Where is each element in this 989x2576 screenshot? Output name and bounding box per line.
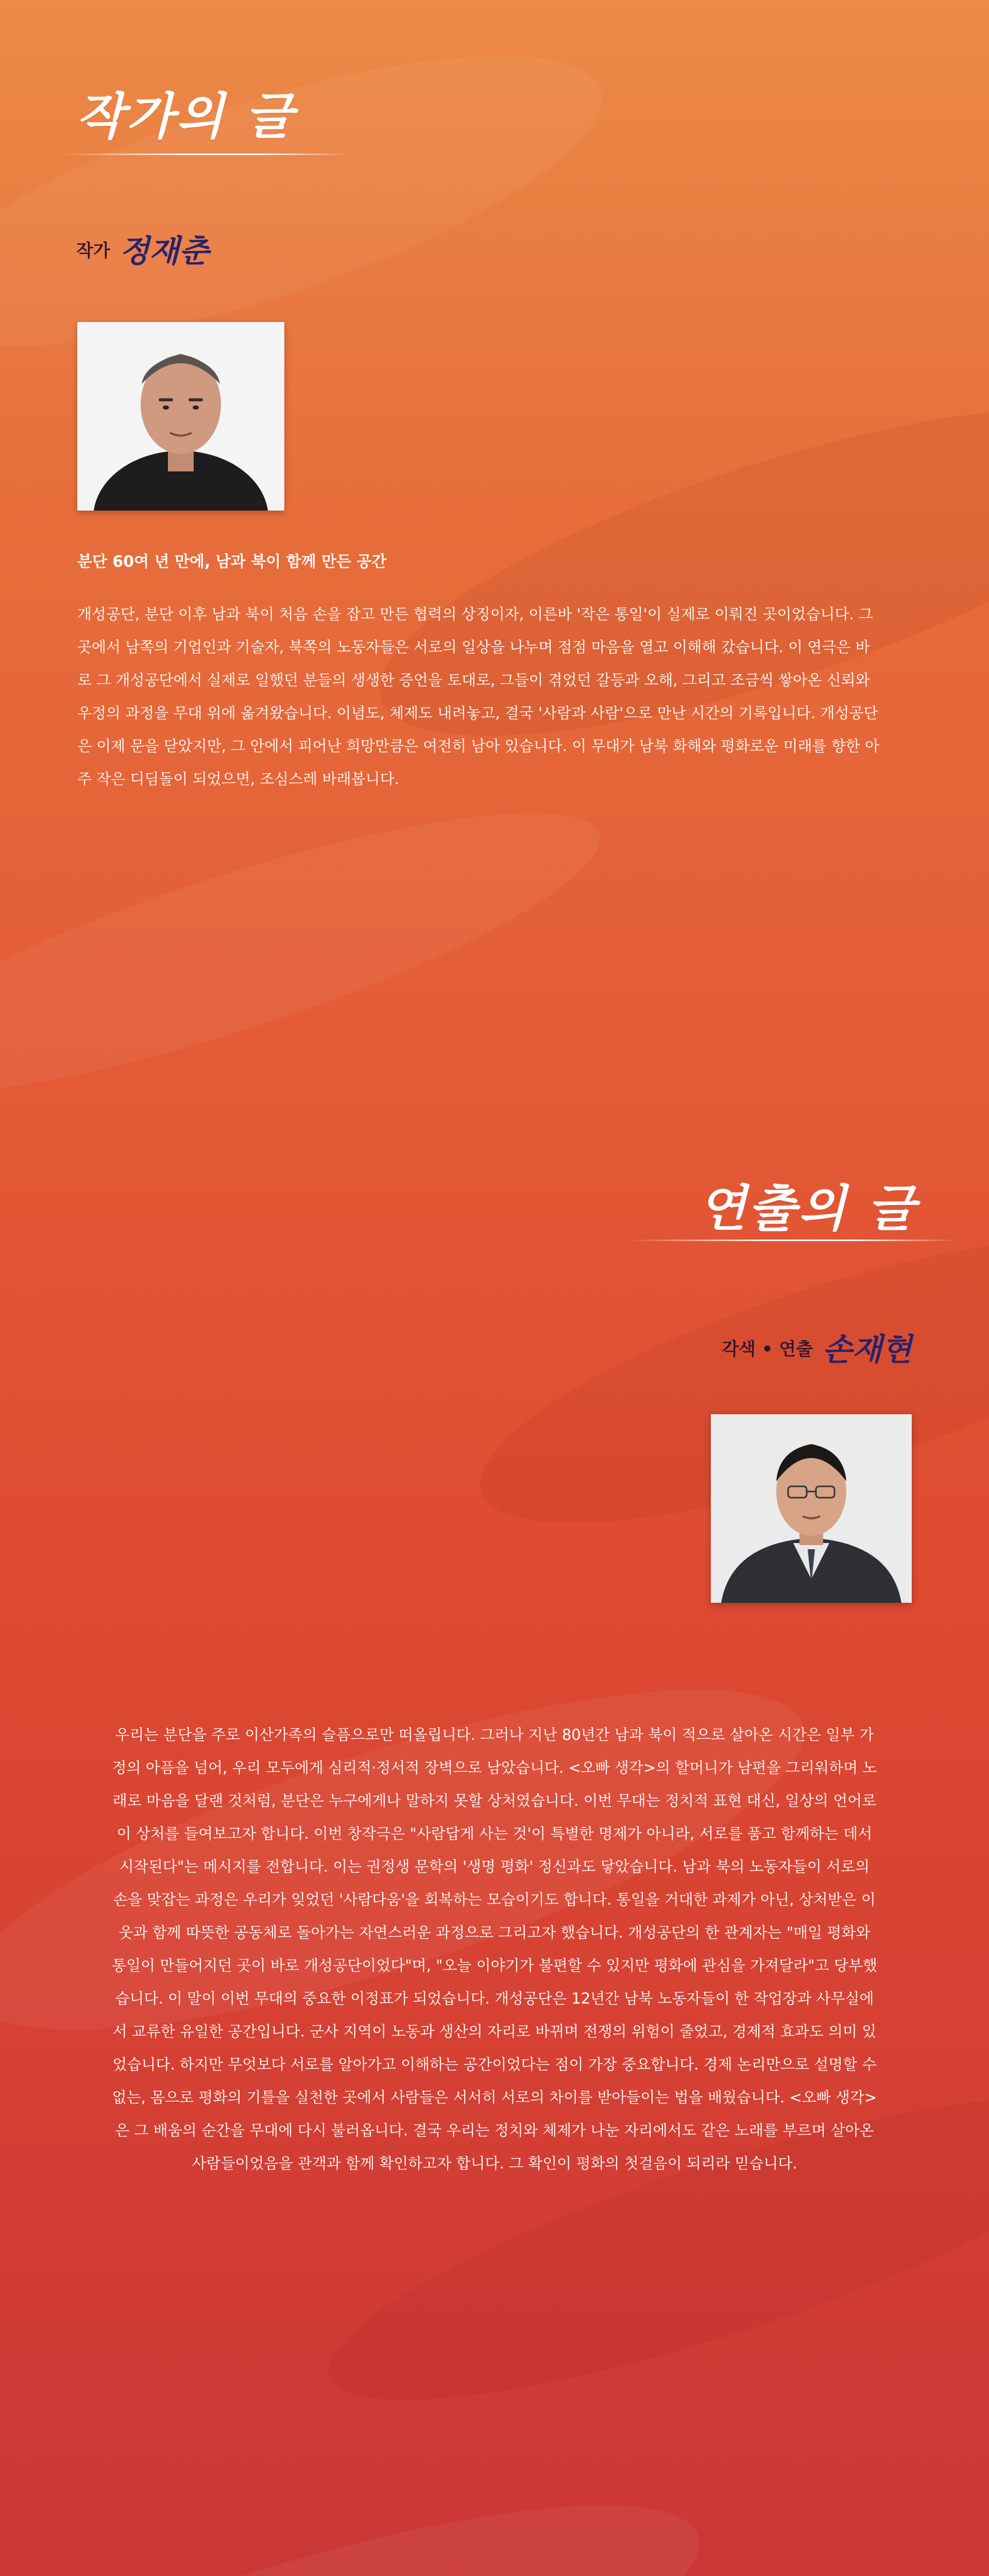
author-role: 작가 [76,240,110,261]
author-section [0,0,989,979]
director-section [0,1133,989,2172]
director-role: 각색 • 연출 [722,1338,813,1360]
director-portrait-image [711,1414,912,1603]
author-portrait-image [77,322,284,511]
director-heading-rule [628,1240,958,1241]
author-heading: 작가의 글 [76,87,295,145]
author-subtitle: 분단 60여 년 만에, 남과 북이 함께 만든 공간 [77,553,387,571]
director-paragraph: 우리는 분단을 주로 이산가족의 슬픔으로만 떠올립니다. 그러나 지난 80년간 남과 북이 적으로 살아온 시간은 일부 가정의 아픔을 넘어, 우리 모두에게 심리적·정서적 장벽으로 남았습니다. <오빠 생각>의 할머니가 남편을 그리워하며 노래로 마음을 달랜 것처럼, 분단은 누구에게나 말하지 못할 상처였습니다. 이번 무대는 정치적 표현 대신, 일상의 언어로 이 상처를 들여보고자 합니다. 이번 창작극은 "사람답게 사는 것'이 특별한 명제가 아니라, 서로를 품고 함께하는 데서 시작된다"는 메시지를 전합니다. 이는 권정생 문학의 '생명 평화' 정신과도 닿았습니다. 남과 북의 노동자들이 서로의 손을 맞잡는 과정은 우리가 잊었던 '사람다움'을 회복하는 모습이기도 합니다. 통일을 거대한 과제가 아닌, 상처받은 이웃과 함께 따뜻한 공동체로 돌아가는 자연스러운 과정으로 그리고자 했습니다. 개성공단의 한 관계자는 "매일 평화와 통일이 만들어지던 곳이 바로 개성공단이었다"며, "오늘 이야기가 불편할 수 있지만 평화에 관심을 가져달라"고 당부했습니다. 이 말이 이번 무대의 중요한 이정표가 되었습니다. 개성공단은 12년간 남북 노동자들이 한 작업장과 사무실에서 교류한 유일한 공간입니다. 군사 지역이 노동과 생산의 자리로 바뀌며 전쟁의 위험이 줄었고, 경제적 효과도 의미 있었습니다. 하지만 무엇보다 서로를 알아가고 이해하는 공간이었다는 점이 가장 중요합니다. 경제 논리만으로 설명할 수 없는, 몸으로 평화의 기틀을 실천한 곳에서 사람들은 서서히 서로의 차이를 받아들이는 법을 배웠습니다. <오빠 생각>은 그 배움의 순간을 무대에 다시 불러옵니다. 결국 우리는 정치와 체제가 나눈 자리에서도 같은 노래를 부르며 살아온 사람들이었음을 관객과 함께 확인하고자 합니다. 그 확인이 평화의 첫걸음이 되리라 믿습니다. [112,1726,877,2172]
author-heading-rule [62,154,350,155]
author-paragraph: 개성공단, 분단 이후 남과 북이 처음 손을 잡고 만든 협력의 상징이자, 이른바 '작은 통일'이 실제로 이뤄진 곳이었습니다. 그곳에서 남쪽의 기업인과 기술자, 북쪽의 노동자들은 서로의 일상을 나누며 점점 마음을 열고 이해해 갔습니다. 이 연극은 바로 그 개성공단에서 실제로 일했던 분들의 생생한 증언을 토대로, 그들이 겪었던 갈등과 오해, 그리고 조금씩 쌓아온 신뢰와 우정의 과정을 무대 위에 옮겨왔습니다. 이념도, 체제도 내려놓고, 결국 '사람과 사람'으로 만난 시간의 기록입니다. 개성공단은 이제 문을 닫았지만, 그 안에서 피어난 희망만큼은 여전히 남아 있습니다. 이 무대가 남북 화해와 평화로운 미래를 향한 아주 작은 디딤돌이 되었으면, 조심스레 바래봅니다. [77,605,880,788]
author-name: 정재춘 [119,233,209,269]
author-credit [76,227,209,271]
director-name: 손재현 [822,1332,912,1368]
director-credit [722,1325,912,1369]
director-photo [711,1414,912,1603]
director-heading: 연출의 글 [698,1179,917,1238]
author-photo [77,322,284,511]
